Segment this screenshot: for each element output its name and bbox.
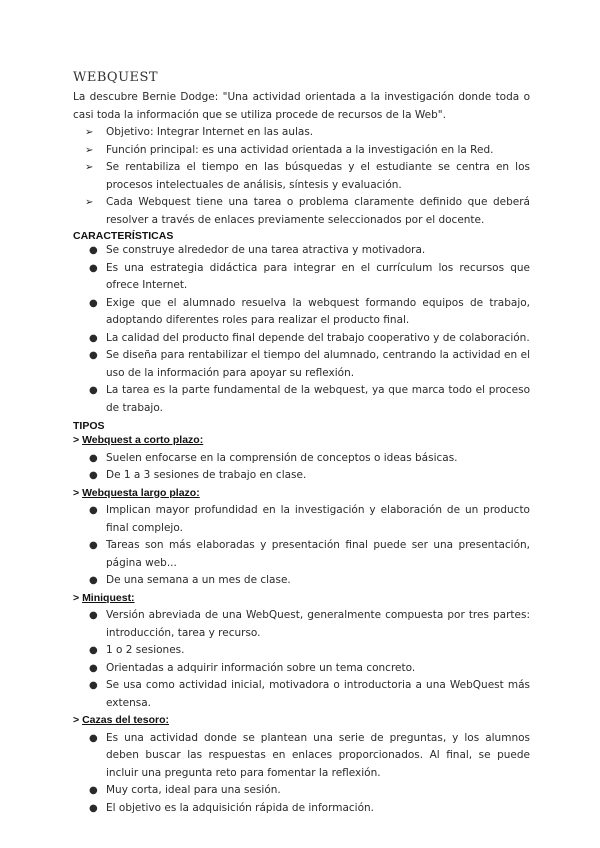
list-item-text: Tareas son más elaboradas y presentación final puede ser una presentación, página web... [106, 539, 530, 569]
bullet-icon: ● [89, 645, 98, 656]
bullet-icon: ● [89, 680, 98, 691]
sub-marker: > [73, 714, 80, 726]
list-item [73, 782, 530, 800]
list-item [73, 642, 530, 660]
list-item-text: Versión abreviada de una WebQuest, generalmente compuesta por tres partes: introducción, tarea y recurso. [106, 609, 530, 639]
list-item-text: La tarea es la parte fundamental de la webquest, ya que marca todo el proceso de trabajo. [106, 384, 530, 414]
list-item [73, 194, 530, 229]
bullet-icon: ● [89, 662, 98, 674]
list-item-text: Orientadas a adquirir información sobre un tema concreto. [106, 661, 416, 674]
arrow-bullet-icon: ➢ [85, 144, 94, 156]
list-item-text: Se construye alrededor de una tarea atractiva y motivadora. [106, 244, 426, 256]
tipo-list-miniquest [73, 607, 530, 712]
list-item [73, 142, 530, 160]
caracteristicas-list [73, 242, 530, 417]
list-item [73, 159, 530, 194]
sub-marker: > [73, 486, 80, 499]
bullet-icon: ● [89, 802, 98, 814]
list-item [73, 242, 530, 260]
bullet-icon: ● [89, 732, 98, 744]
bullet-icon: ● [89, 297, 98, 309]
tipo-heading-cazas-del-tesoro [73, 712, 530, 730]
arrow-bullet-icon: ➢ [85, 162, 94, 173]
list-item-text: De una semana a un mes de clase. [106, 574, 291, 586]
list-item-text: Suelen enfocarse en la comprensión de conceptos o ideas básicas. [106, 451, 458, 464]
list-item-text: Función principal: es una actividad orientada a la investigación en la Red. [106, 143, 494, 156]
list-item [73, 800, 530, 818]
tipo-label: Cazas del tesoro: [82, 714, 170, 726]
list-item [73, 124, 530, 142]
list-item [73, 502, 530, 537]
list-item [73, 660, 530, 678]
sub-marker: > [73, 434, 80, 446]
bullet-icon: ● [89, 540, 98, 551]
bullet-icon: ● [89, 262, 98, 274]
tipo-heading-corto-plazo [73, 432, 530, 450]
list-item-text: Cada Webquest tiene una tarea o problema claramente definido que deberá resolver a través de enlaces previamente seleccionados por el docente. [106, 196, 530, 226]
bullet-icon: ● [89, 785, 98, 796]
tipo-list-corto-plazo [73, 450, 530, 485]
list-item [73, 382, 530, 417]
list-item [73, 677, 530, 712]
list-item-text: El objetivo es la adquisición rápida de información. [106, 801, 374, 814]
list-item-text: Objetivo: Integrar Internet en las aulas. [106, 126, 314, 138]
list-item [73, 537, 530, 572]
list-item-text: Muy corta, ideal para una sesión. [106, 784, 281, 796]
bullet-icon: ● [89, 470, 98, 481]
caracteristicas-heading: CARACTERÍSTICAS [73, 230, 174, 242]
tipo-label: Webquesta largo plazo: [82, 486, 200, 499]
list-item-text: Se usa como actividad inicial, motivadora o introductoria a una WebQuest más extensa. [106, 679, 530, 709]
bullet-icon: ● [89, 610, 98, 621]
bullet-icon: ● [89, 575, 98, 586]
tipo-list-largo-plazo [73, 502, 530, 590]
list-item-text: 1 o 2 sesiones. [106, 644, 185, 656]
list-item [73, 295, 530, 330]
list-item-text: La calidad del producto final depende del trabajo cooperativo y de colaboración. [106, 331, 530, 344]
intro-points-list [73, 124, 530, 229]
bullet-icon: ● [89, 350, 98, 361]
list-item [73, 607, 530, 642]
list-item [73, 347, 530, 382]
bullet-icon: ● [89, 452, 98, 464]
list-item [73, 260, 530, 295]
list-item [73, 330, 530, 348]
list-item-text: Exige que el alumnado resuelva la webquest formando equipos de trabajo, adoptando diferentes roles para realizar el producto final. [106, 296, 530, 326]
list-item [73, 467, 530, 485]
bullet-icon: ● [89, 245, 98, 256]
list-item-text: Implican mayor profundidad en la investigación y elaboración de un producto final complejo. [106, 504, 530, 534]
list-item [73, 450, 530, 468]
list-item-text: Es una estrategia didáctica para integrar en el currículum los recursos que ofrece Internet. [106, 261, 530, 291]
tipo-label: Webquest a corto plazo: [82, 434, 204, 446]
tipo-label: Miniquest: [82, 591, 135, 604]
bullet-icon: ● [89, 505, 98, 516]
intro-paragraph: La descubre Bernie Dodge: "Una actividad orientada a la investigación donde toda o casi toda la información que se utiliza procede de recursos de la Web". [73, 91, 530, 121]
list-item-text: Se diseña para rentabilizar el tiempo del alumnado, centrando la actividad en el uso de la información para apoyar su reflexión. [106, 349, 530, 379]
arrow-bullet-icon: ➢ [85, 197, 94, 208]
tipo-heading-miniquest [73, 590, 530, 608]
list-item-text: Se rentabiliza el tiempo en las búsquedas y el estudiante se centra en los procesos intelectuales de análisis, síntesis y evaluación. [106, 161, 530, 191]
bullet-icon: ● [89, 385, 98, 396]
list-item [73, 572, 530, 590]
sub-marker: > [73, 591, 80, 604]
tipos-heading: TIPOS [73, 420, 105, 432]
document-title: WEBQUEST [73, 70, 159, 85]
list-item-text: Es una actividad donde se plantean una serie de preguntas, y los alumnos deben buscar las respuestas en enlaces proporcionados. Al final, se puede incluir una pregunta reto para fomentar la reflexión. [106, 731, 530, 779]
bullet-icon: ● [89, 332, 98, 344]
list-item-text: De 1 a 3 sesiones de trabajo en clase. [106, 469, 307, 481]
arrow-bullet-icon: ➢ [85, 127, 94, 138]
tipo-heading-largo-plazo [73, 485, 530, 503]
tipo-list-cazas-del-tesoro [73, 730, 530, 818]
list-item [73, 730, 530, 783]
